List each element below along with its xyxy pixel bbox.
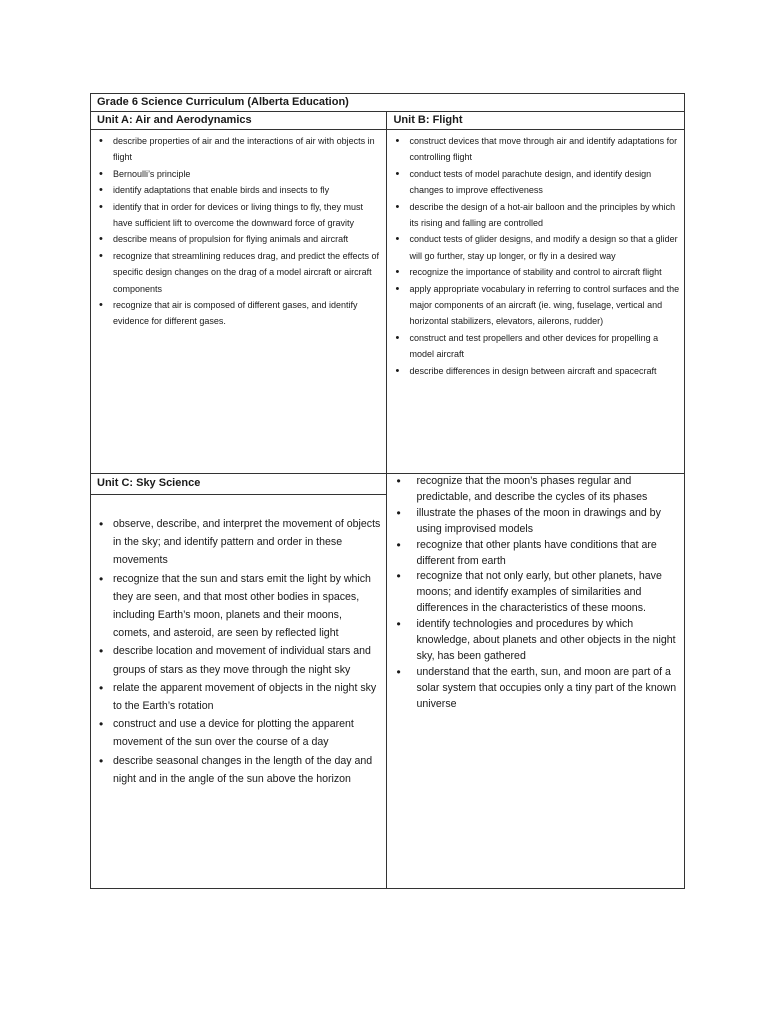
unit-b-list	[387, 133, 684, 379]
unit-c-right-list	[387, 474, 684, 713]
list-item: • recognize that not only early, but other planets, have moons; and identify examples of similarities and differences in the characteristics of these moons.	[416, 569, 678, 617]
list-item: • recognize that streamlining reduces drag, and predict the effects of specific design changes on the drag of a model aircraft or aircraft components	[113, 248, 382, 297]
unit-c-heading: Unit C: Sky Science	[91, 474, 387, 495]
unit-b-heading: Unit B: Flight	[387, 112, 685, 130]
list-item: • relate the apparent movement of objects in the night sky to the Earth’s rotation	[113, 679, 380, 715]
unit-c-header-row	[91, 474, 685, 495]
list-item: • recognize that air is composed of different gases, and identify evidence for different gases.	[113, 297, 382, 330]
list-item: • apply appropriate vocabulary in referring to control surfaces and the major components of an aircraft (ie. wing, fuselage, vertical and horizontal stabilizers, elevators, ailerons, rudder)	[409, 281, 680, 330]
unit-c-right-cell	[387, 474, 685, 889]
unit-a-list	[91, 133, 386, 330]
unit-a-heading: Unit A: Air and Aerodynamics	[91, 112, 387, 130]
unit-c-left-cell	[91, 495, 387, 889]
unit-ab-header-row	[91, 112, 685, 130]
unit-b-cell	[387, 130, 685, 474]
list-item: • conduct tests of model parachute design, and identify design changes to improve effectiveness	[409, 166, 680, 199]
list-item: • understand that the earth, sun, and moon are part of a solar system that occupies only a tiny part of the known universe	[416, 665, 678, 713]
list-item: • construct devices that move through air and identify adaptations for controlling flight	[409, 133, 680, 166]
unit-ab-body-row	[91, 130, 685, 474]
unit-a-cell	[91, 130, 387, 474]
unit-c-left-list	[91, 515, 386, 788]
document-title: Grade 6 Science Curriculum (Alberta Education)	[91, 94, 685, 112]
list-item: • construct and test propellers and other devices for propelling a model aircraft	[409, 330, 680, 363]
list-item: • identify that in order for devices or living things to fly, they must have sufficient lift to overcome the downward force of gravity	[113, 199, 382, 232]
list-item: • Bernoulli’s principle	[113, 166, 382, 182]
curriculum-table	[90, 93, 685, 889]
list-item: • illustrate the phases of the moon in drawings and by using improvised models	[416, 506, 678, 538]
list-item: • recognize the importance of stability and control to aircraft flight	[409, 264, 680, 280]
list-item: • describe the design of a hot-air balloon and the principles by which its rising and falling are controlled	[409, 199, 680, 232]
list-item: • conduct tests of glider designs, and modify a design so that a glider will go further, stay up longer, or fly in a desired way	[409, 231, 680, 264]
list-item: • describe properties of air and the interactions of air with objects in flight	[113, 133, 382, 166]
list-item: • describe differences in design between aircraft and spacecraft	[409, 363, 680, 379]
list-item: • identify technologies and procedures by which knowledge, about planets and other objects in the night sky, has been gathered	[416, 617, 678, 665]
list-item: • recognize that other plants have conditions that are different from earth	[416, 538, 678, 570]
list-item: • recognize that the sun and stars emit the light by which they are seen, and that most other bodies in spaces, including Earth’s moon, planets and their moons, comets, and asteroid, are seen by reflected light	[113, 570, 380, 643]
list-item: • describe location and movement of individual stars and groups of stars as they move through the night sky	[113, 642, 380, 678]
list-item: • observe, describe, and interpret the movement of objects in the sky; and identify pattern and order in these movements	[113, 515, 380, 570]
title-row	[91, 94, 685, 112]
list-item: • recognize that the moon’s phases regular and predictable, and describe the cycles of its phases	[416, 474, 678, 506]
list-item: • describe means of propulsion for flying animals and aircraft	[113, 231, 382, 247]
list-item: • construct and use a device for plotting the apparent movement of the sun over the course of a day	[113, 715, 380, 751]
list-item: • describe seasonal changes in the length of the day and night and in the angle of the sun above the horizon	[113, 752, 380, 788]
list-item: • identify adaptations that enable birds and insects to fly	[113, 182, 382, 198]
